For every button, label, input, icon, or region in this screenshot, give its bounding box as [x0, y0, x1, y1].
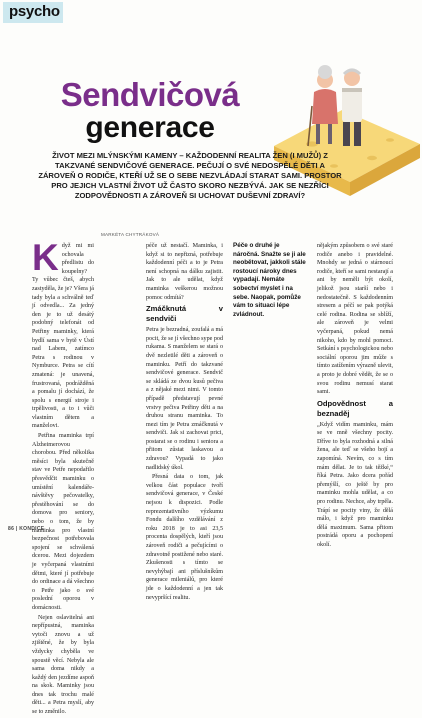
lead-paragraph: ŽIVOT MEZI MLÝNSKÝMI KAMENY – KAŽDODENNÍ REALITA ŽEN (I MUŽŮ) Z TAKZVANÉ SENDVIČOVÉ GENERACE. PEČUJÍ O SVÉ NEDOSPĚLÉ DĚTI A ZÁROVEŇ O RODIČE, KTEŘÍ UŽ SE O SEBE NEZVLÁDAJÍ STARAT SAMI. PROSTOR PRO JEJICH VLASTNÍ ŽIVOT UŽ ČASTO SKORO NEZBÝVÁ. JAK SE NEZŘÍCI ZODPOVĚDNOSTI A ZÁROVEŇ SI UCHOVAT DUŠEVNÍ ZDRAVÍ? — [38, 151, 342, 200]
section-label: psycho — [9, 3, 60, 20]
headline — [40, 78, 260, 143]
article-column-2 — [146, 242, 223, 603]
paragraph: Přesná data o tom, jak velkou část populace tvoří sendvičová generace, v České nejsou k dispozici. Podle reprezentativního výzkumu Fondu dalšího vzdělávání z roku 2018 je to asi 23,5 procenta dospělých, kteří jsou zároveň rodiči a pečujícími o zdravotně postižené nebo staré. Zkušenosti s tímto se nevyhýbají ani příslušníkům generace mileniálů, pro které jde o každodenní a jen tak nevypršící realitu. — [146, 474, 223, 601]
paragraph: dyž mi mi ochovala předlistu do koupelny? Ty vůbec čteš, abych zastyděla, že je? Všera já tady byla a schválně teď jí odvedla... Za jedný den je to už desátý podobný telefonát od Petřiny maminky, která bydlí sama v bytě v Ústí nad Labem, zatímco Petra s rodinou v Nymburce. Petra se cítí zmatená: je unavená, frustrovaná, podrážděná a pomalu jí dochází, že spolu s energií stroje i trpělivosti, a to i vůči vlastním dětem a manželovi. — [32, 243, 94, 430]
article-column-3 — [317, 242, 393, 551]
paragraph: Nejen oslavitelná ani nepřípustná, maminka vytoči znovu a už zjištěné, že by byla vždycky chyběla ve spoustě věcí. Nebyla ale sama doma nikdy a každý den jezdíme aspoň na skok. Maminky jsou dnes tak trochu malé děti... a Petra myslí, aby se to změnilo. — [32, 614, 94, 716]
paragraph: péče už nestačí. Maminka, i když si to nepřizná, potřebuje každodenní péči a to je Petra není schopná na dálku zajistit. Jak to ale udělat, když maminka veškerou možnou pomoc odmítá? — [146, 243, 223, 301]
pull-quote: Péče o druhé je náročná. Snažte se ji ale neobětovat, jakkoli stále rostoucí nároky dnes vypadají. Nemáte sobectví myslet i na sebe. Naopak, pomůže vám to situaci lépe zvládnout. — [233, 242, 306, 318]
paragraph: Petřina maminka trpí Alzheimerovou chorobou. Před několika měsíci byla skutečně stav ve Petře nepodařilo přesvědčit maminku o umístění kalendáře-návštěvy pečovatelky, přestěhování se do domova pro seniory, nebo o tom, že by maminka pro vlastní bezpečnost potřebovala spojení se schválená dcerou. Mezi dojezdem je vyčerpaná vlastními dětmi, které jí potřebuje do ordinace a dá všechno o Petře jako o své poslední oporou v domácnosti. — [32, 433, 94, 611]
author-byline: MARKÉTA CHYTRÁKOVÁ — [101, 232, 160, 237]
drop-cap: K — [32, 237, 59, 278]
paragraph: Petra je bezradná, zoufalá a má pocit, že se jí všechno sype pod rukama. S manželem se stará o dvě nezletilé děti a zároveň o maminku. Petří do takzvané sendvičové generace. Sendvič se skládá ze dvou kusů pečiva a z nějaké mezi nimi. V tomto případě představují pevné vrstvy pečiva Petřiny děti a na druhou stranu maminka. To mezi tím je Petra zmáčknutá v sendviči. Jak si zachovat prici, postarat se o rodinu i seniora a přitom zůstat laskavou a zdravou? Vypadá to jako nadlidský úkol. — [146, 327, 223, 471]
article-column-1 — [32, 237, 94, 718]
subheading: Odpovědnost a beznaděj — [317, 398, 393, 418]
headline-line-1: Sendvičová — [60, 76, 240, 113]
headline-line-2: generace — [85, 111, 215, 144]
paragraph: „Když vidím maminku, mám se ve mně všechny pocity. Dříve to byla rozhodná a silná žena, ale teď se všeho bojí a zapomíná. Nevím, co s tím mám dělat. Je to tak těžké,“ říká Petra. Jako dcera pořád přemýšlí, co ještě by pro maminku mohla udělat, a co pro rodinu. Nechce, aby trpěla. Trápí se pocity viny, že dělá málo, i když pro maminku dělá maximum. Sama přitom postrádá oporu a pochopení okolí. — [317, 421, 393, 548]
page-footer: 86 | KONDICE — [8, 526, 45, 532]
paragraph: nějakým způsobem o své staré rodiče anebo i pravidelné. Mnohdy se jedná o stárnoucí rodiče, kteří se sami nestarají a ani by neměli být okolí, jelikož jsou starší nebo i nedostatečně. S každodenním stresem a péčí se pak potýká celé rodina. Rodina se sblíží, ale zároveň je velmi vyčerpaná, pokud nemá nikoho, kdo by mohl pomoci. Setkání s psychologickou nebo sociální oporou jim může s tímto zatížením výrazně ulevit, a proto je dobré vědět, že se o svou rodinu nemusí starat sami. — [317, 243, 393, 396]
section-tag — [3, 2, 63, 23]
subheading: Zmáčknutá v sendviči — [146, 304, 223, 324]
